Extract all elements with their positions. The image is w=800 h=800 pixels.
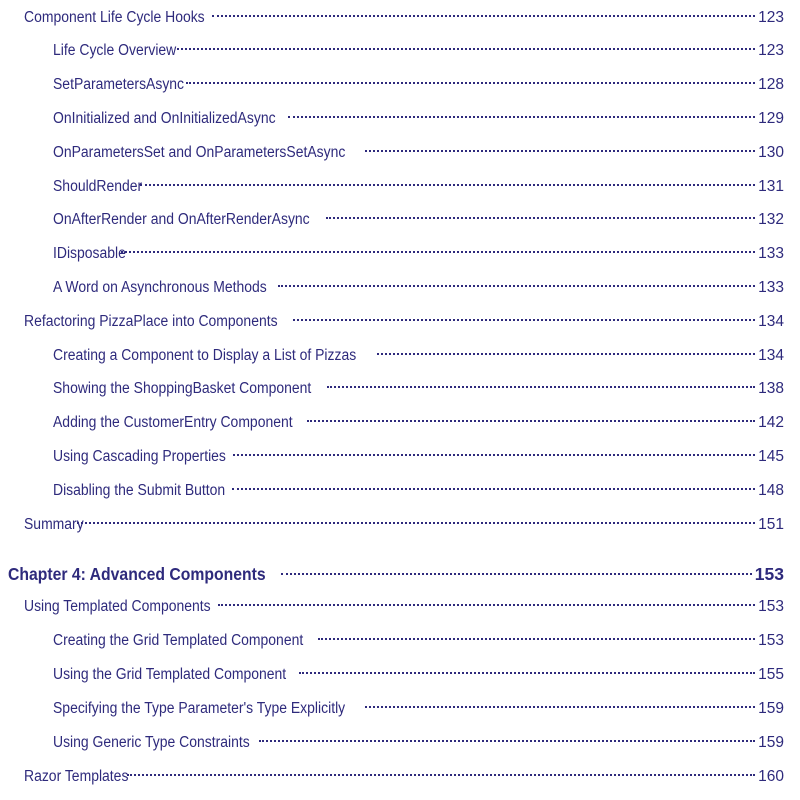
toc-entry-title: OnInitialized and OnInitializedAsync [53,110,276,127]
dot-leader [77,522,755,524]
toc-entry-page: 134 [758,347,784,364]
dot-leader [377,353,755,355]
toc-entry[interactable] [53,411,784,435]
toc-entry[interactable] [24,6,784,30]
toc-entry-page: 123 [758,42,784,59]
toc-entry-title: IDisposable [53,245,126,262]
toc-entry-title: Component Life Cycle Hooks [24,9,205,26]
toc-entry-title: A Word on Asynchronous Methods [53,279,267,296]
toc-entry-page: 133 [758,245,784,262]
dot-leader [318,638,755,640]
dot-leader [177,48,755,50]
dot-leader [212,15,756,17]
toc-entry-title: Adding the CustomerEntry Component [53,414,293,431]
dot-leader [259,740,755,742]
toc-entry-title: ShouldRender [53,178,143,195]
dot-leader [293,319,756,321]
toc-entry[interactable] [24,595,784,619]
toc-entry-page: 138 [758,380,784,397]
toc-entry-title: OnAfterRender and OnAfterRenderAsync [53,211,310,228]
toc-entry-page: 145 [758,448,784,465]
toc-entry[interactable] [24,513,784,537]
toc-entry-title: Using the Grid Templated Component [53,666,287,683]
toc-entry-title: Refactoring PizzaPlace into Components [24,313,278,330]
chapter-page: 153 [754,564,784,584]
dot-leader [278,285,755,287]
toc-entry[interactable] [24,765,784,789]
chapter-title: Chapter 4: Advanced Components [8,564,266,584]
toc-entry-title: Disabling the Submit Button [53,482,226,499]
toc-entry[interactable] [53,73,784,97]
toc-entry[interactable] [53,107,784,131]
toc-entry-page: 130 [758,144,784,161]
toc-chapter-heading[interactable] [8,562,784,586]
toc-entry[interactable] [53,208,784,232]
toc-entry-title: Showing the ShoppingBasket Component [53,380,312,397]
dot-leader [140,184,756,186]
toc-entry-page: 142 [758,414,784,431]
toc-entry-title: Using Templated Components [24,598,211,615]
dot-leader [307,420,756,422]
dot-leader [127,774,755,776]
toc-entry[interactable] [53,731,784,755]
toc-entry-title: Using Cascading Properties [53,448,226,465]
dot-leader [186,82,755,84]
toc-entry-title: Creating a Component to Display a List of Pizzas [53,347,357,364]
toc-entry-page: 128 [758,76,784,93]
dot-leader [121,251,755,253]
toc-entry-page: 123 [758,9,784,26]
dot-leader [281,573,752,575]
dot-leader [327,386,755,388]
toc-entry-page: 153 [758,598,784,615]
toc-entry[interactable] [53,175,784,199]
dot-leader [365,706,755,708]
toc-entry-title: Life Cycle Overview [53,42,177,59]
dot-leader [299,672,755,674]
toc-entry-page: 131 [758,178,784,195]
toc-entry-title: Specifying the Type Parameter's Type Explicitly [53,700,346,717]
toc-entry-page: 155 [758,666,784,683]
toc-entry-page: 134 [758,313,784,330]
toc-entry-page: 159 [758,734,784,751]
toc-entry[interactable] [53,39,784,63]
dot-leader [288,116,755,118]
toc-entry-page: 159 [758,700,784,717]
toc-entry-page: 153 [758,632,784,649]
toc-entry-title: SetParametersAsync [53,76,185,93]
toc-entry-title: Razor Templates [24,768,129,785]
toc-entry-page: 129 [758,110,784,127]
toc-entry-page: 160 [758,768,784,785]
toc-entry-title: Using Generic Type Constraints [53,734,250,751]
toc-entry[interactable] [53,242,784,266]
toc-entry[interactable] [53,377,784,401]
toc-entry-title: OnParametersSet and OnParametersSetAsync [53,144,346,161]
toc-entry[interactable] [53,629,784,653]
toc-entry[interactable] [53,479,784,503]
toc-entry[interactable] [53,141,784,165]
toc-entry-page: 148 [758,482,784,499]
dot-leader [326,217,756,219]
toc-entry[interactable] [53,344,784,368]
dot-leader [233,454,756,456]
toc-entry[interactable] [53,663,784,687]
toc-entry[interactable] [53,697,784,721]
toc-entry-title: Summary [24,516,84,533]
dot-leader [218,604,755,606]
toc-entry-title: Creating the Grid Templated Component [53,632,304,649]
dot-leader [365,150,755,152]
toc-entry-page: 133 [758,279,784,296]
toc-entry-page: 151 [758,516,784,533]
toc-entry-page: 132 [758,211,784,228]
toc-entry[interactable] [24,310,784,334]
dot-leader [232,488,755,490]
toc-entry[interactable] [53,276,784,300]
toc-entry[interactable] [53,445,784,469]
